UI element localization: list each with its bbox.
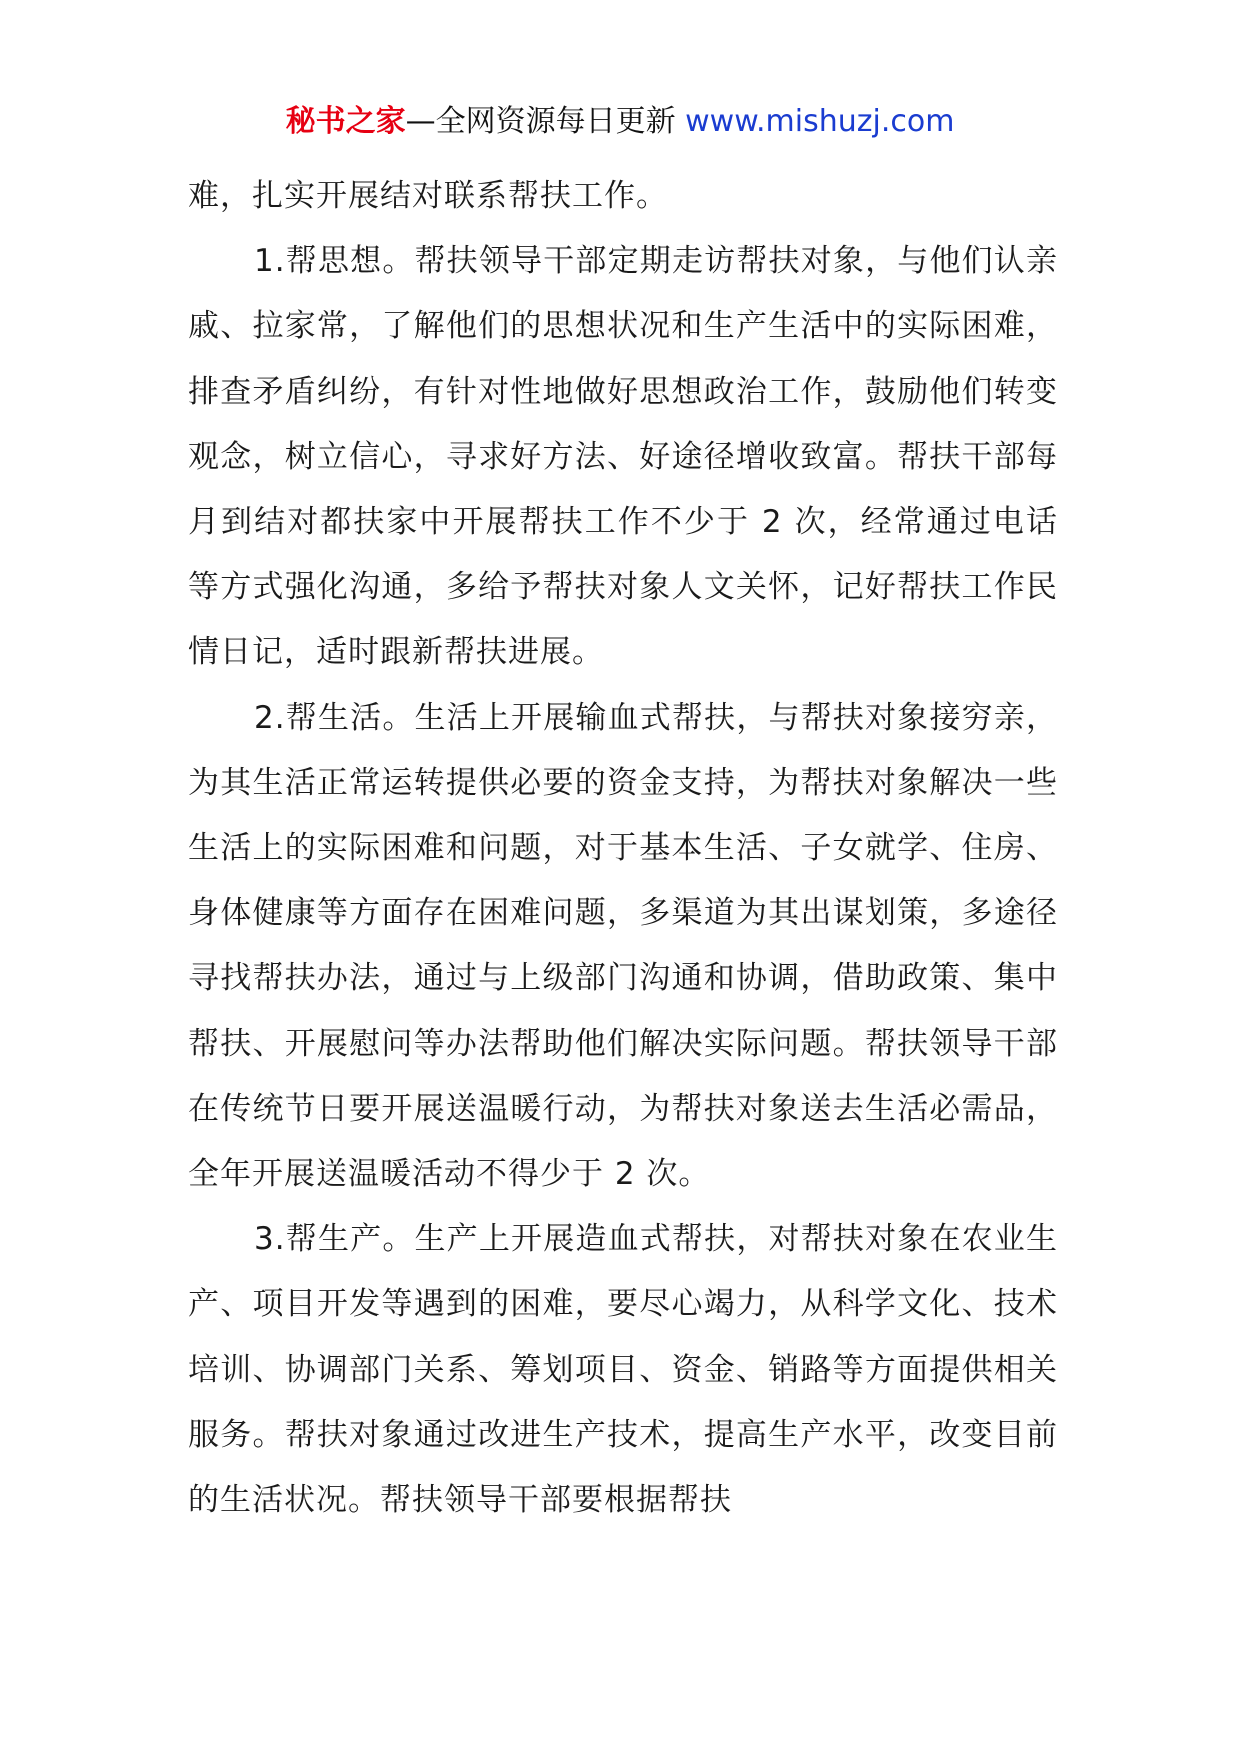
document-body — [188, 164, 1058, 1533]
paragraph-continuation: 难，扎实开展结对联系帮扶工作。 — [188, 178, 668, 214]
site-header — [0, 100, 1240, 144]
paragraph-help-thinking: 1.帮思想。帮扶领导干部定期走访帮扶对象，与他们认亲戚、拉家常，了解他们的思想状况和生产生活中的实际困难，排查矛盾纠纷，有针对性地做好思想政治工作，鼓励他们转变观念，树立信心，寻求好方法、好途径增收致富。帮扶干部每月到结对都扶家中开展帮扶工作不少于 2 次，经常通过电话等方式强化沟通，多给予帮扶对象人文关怀，记好帮扶工作民情日记，适时跟新帮扶进展。 — [188, 243, 1058, 671]
paragraph-help-production: 3.帮生产。生产上开展造血式帮扶，对帮扶对象在农业生产、项目开发等遇到的困难，要尽心竭力，从科学文化、技术培训、协调部门关系、筹划项目、资金、销路等方面提供相关服务。帮扶对象通过改进生产技术，提高生产水平，改变目前的生活状况。帮扶领导干部要根据帮扶 — [188, 1221, 1058, 1519]
site-url-link[interactable]: www.mishuzj.com — [685, 104, 955, 139]
brand-name: 秘书之家 — [285, 104, 406, 139]
header-tagline: —全网资源每日更新 — [405, 104, 676, 139]
paragraph-help-living: 2.帮生活。生活上开展输血式帮扶，与帮扶对象接穷亲，为其生活正常运转提供必要的资金支持，为帮扶对象解决一些生活上的实际困难和问题，对于基本生活、子女就学、住房、身体健康等方面存在困难问题，多渠道为其出谋划策，多途径寻找帮扶办法，通过与上级部门沟通和协调，借助政策、集中帮扶、开展慰问等办法帮助他们解决实际问题。帮扶领导干部在传统节日要开展送温暖行动，为帮扶对象送去生活必需品，全年开展送温暖活动不得少于 2 次。 — [188, 699, 1058, 1193]
